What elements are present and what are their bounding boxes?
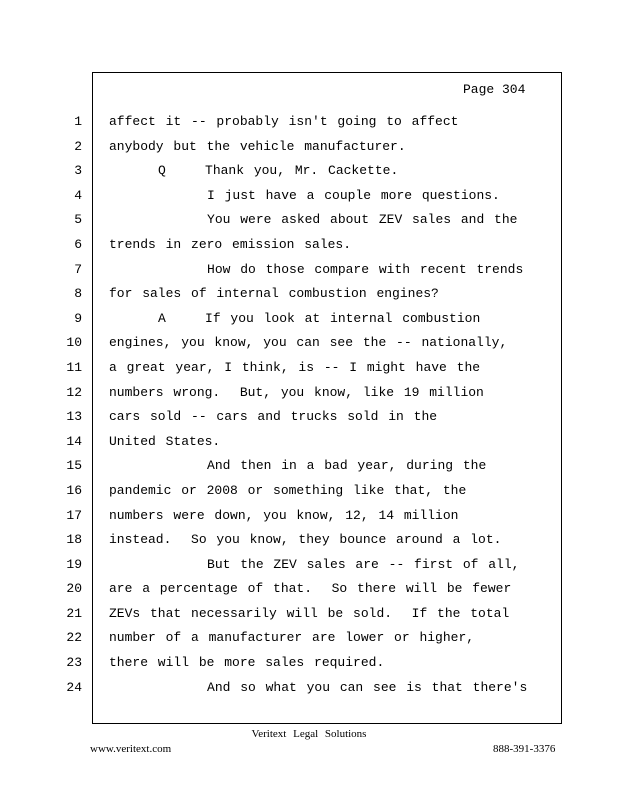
line-text: a great year, I think, is -- I might have the [109, 359, 481, 375]
transcript-line [0, 651, 618, 676]
line-number: 23 [66, 655, 82, 671]
line-text: Q Thank you, Mr. Cackette. [109, 163, 399, 179]
line-number: 21 [66, 605, 82, 621]
line-text: And so what you can see is that there's [109, 679, 528, 695]
line-number: 22 [66, 630, 82, 646]
transcript-line [0, 184, 618, 209]
line-text: cars sold -- cars and trucks sold in the [109, 409, 438, 425]
transcript-line [0, 405, 618, 430]
line-number: 8 [74, 286, 82, 302]
line-text: A If you look at internal combustion [109, 310, 481, 326]
transcript-line [0, 479, 618, 504]
line-number: 1 [74, 114, 82, 129]
line-number: 12 [66, 384, 82, 400]
line-number: 3 [74, 163, 82, 179]
transcript-line [0, 430, 618, 455]
line-text: trends in zero emission sales. [109, 236, 352, 252]
line-text: there will be more sales required. [109, 655, 385, 671]
transcript-line [0, 159, 618, 184]
line-number: 7 [74, 261, 82, 277]
line-text: numbers wrong. But, you know, like 19 million [109, 384, 484, 400]
transcript-line [0, 208, 618, 233]
line-text: number of a manufacturer are lower or higher, [109, 630, 475, 646]
transcript-line [0, 528, 618, 553]
line-number: 5 [74, 212, 82, 228]
transcript-line [0, 602, 618, 627]
line-number: 2 [74, 138, 82, 154]
line-number: 20 [66, 581, 82, 597]
transcript-line [0, 553, 618, 578]
line-number: 11 [66, 359, 82, 375]
line-number: 18 [66, 532, 82, 548]
transcript-line [0, 110, 618, 135]
line-number: 16 [66, 482, 82, 498]
page-number: Page 304 [463, 82, 526, 97]
line-text: ZEVs that necessarily will be sold. If the total [109, 605, 510, 621]
line-text: You were asked about ZEV sales and the [109, 212, 518, 228]
transcript-line [0, 282, 618, 307]
transcript-line [0, 577, 618, 602]
line-number: 6 [74, 236, 82, 252]
transcript-line [0, 258, 618, 283]
line-number: 15 [66, 458, 82, 474]
line-number: 19 [66, 556, 82, 572]
line-text: I just have a couple more questions. [109, 187, 500, 203]
transcript-line [0, 135, 618, 160]
transcript-lines [0, 110, 618, 700]
line-number: 13 [66, 409, 82, 425]
line-number: 24 [66, 679, 82, 695]
line-number: 9 [74, 310, 82, 326]
line-number: 4 [74, 187, 82, 203]
footer-phone: 888-391-3376 [493, 743, 556, 755]
line-number: 10 [66, 335, 82, 351]
line-text: anybody but the vehicle manufacturer. [109, 138, 406, 154]
transcript-line [0, 676, 618, 701]
transcript-line [0, 626, 618, 651]
transcript-line [0, 454, 618, 479]
line-text: numbers were down, you know, 12, 14 million [109, 507, 459, 523]
footer-website: www.veritext.com [90, 743, 172, 755]
transcript-line [0, 381, 618, 406]
line-text: for sales of internal combustion engines? [109, 286, 439, 302]
transcript-line [0, 233, 618, 258]
line-number: 14 [66, 433, 82, 449]
line-text: United States. [109, 433, 221, 449]
line-number: 17 [66, 507, 82, 523]
line-text: instead. So you know, they bounce around a lot. [109, 532, 502, 548]
transcript-line [0, 356, 618, 381]
line-text: And then in a bad year, during the [109, 458, 487, 474]
transcript-line [0, 504, 618, 529]
line-text: affect it -- probably isn't going to affect [109, 114, 459, 129]
line-text: engines, you know, you can see the -- nationally, [109, 335, 508, 351]
transcript-line [0, 331, 618, 356]
line-text: are a percentage of that. So there will be fewer [109, 581, 512, 597]
line-text: But the ZEV sales are -- first of all, [109, 556, 520, 572]
line-text: How do those compare with recent trends [109, 261, 524, 277]
transcript-line [0, 307, 618, 332]
line-text: pandemic or 2008 or something like that, the [109, 482, 467, 498]
footer-firm-name: Veritext Legal Solutions [251, 728, 367, 740]
